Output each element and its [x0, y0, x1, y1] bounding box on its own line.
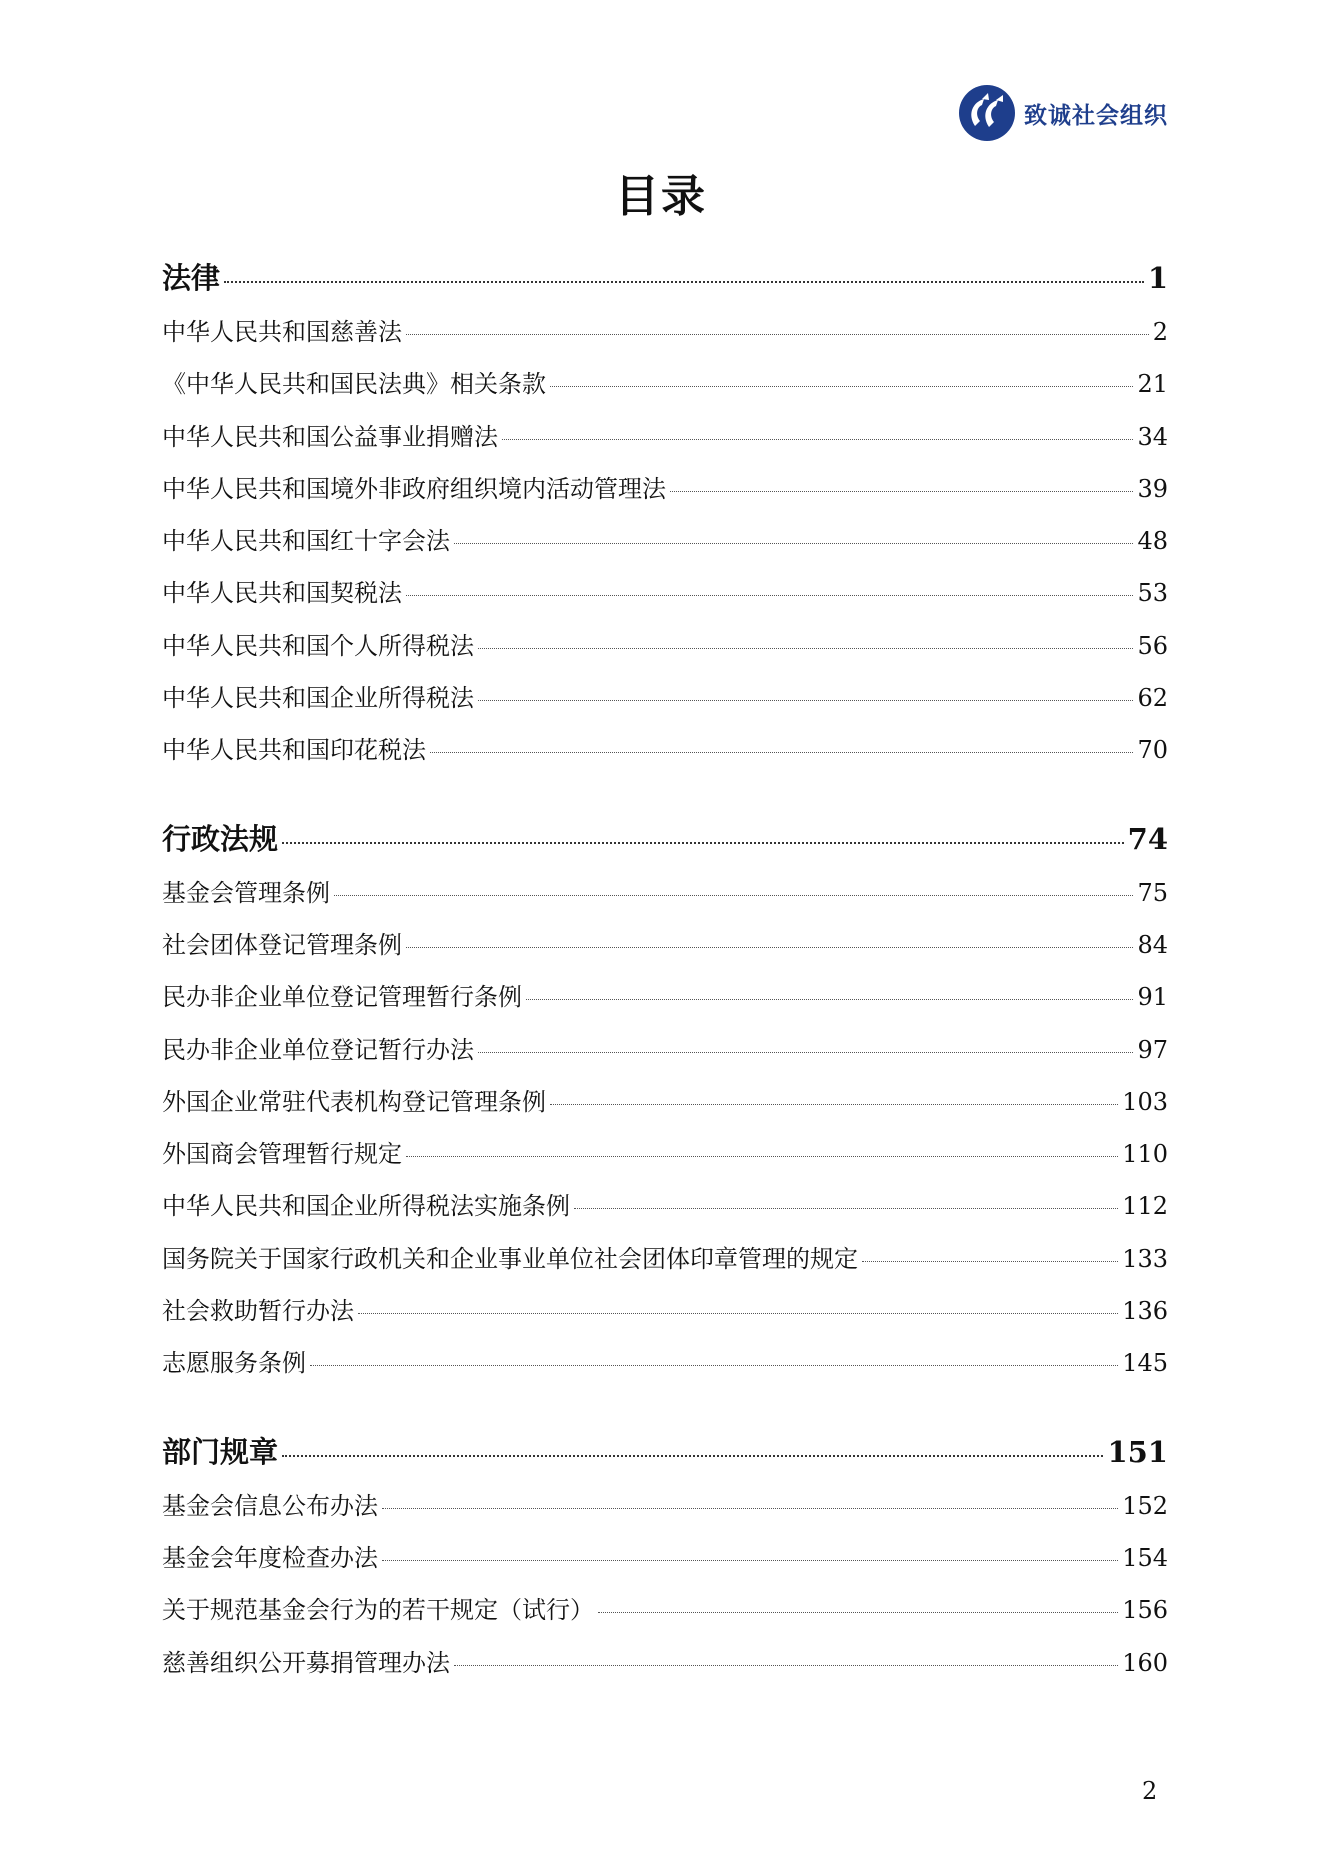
dot-leader [862, 1261, 1118, 1262]
toc-item-title: 中华人民共和国印花税法 [162, 736, 426, 765]
toc-item[interactable] [162, 1486, 1168, 1538]
dot-leader [574, 1208, 1118, 1209]
dot-leader [478, 648, 1133, 649]
toc-item[interactable] [162, 730, 1168, 782]
toc-section-heading[interactable] [162, 256, 1168, 312]
toc-item[interactable] [162, 1134, 1168, 1186]
toc-item-title: 中华人民共和国公益事业捐赠法 [162, 422, 498, 451]
toc-item[interactable] [162, 1643, 1168, 1695]
toc-item[interactable] [162, 1291, 1168, 1343]
toc-item[interactable] [162, 469, 1168, 521]
dot-leader [224, 281, 1144, 283]
toc-item[interactable] [162, 1239, 1168, 1291]
toc-item-title: 民办非企业单位登记暂行办法 [162, 1035, 474, 1064]
toc-item[interactable] [162, 678, 1168, 730]
toc-item-page: 156 [1122, 1596, 1168, 1625]
toc-item[interactable] [162, 573, 1168, 625]
toc-item-title: 关于规范基金会行为的若干规定（试行） [162, 1596, 594, 1625]
toc-item-title: 《中华人民共和国民法典》相关条款 [162, 370, 546, 399]
toc-item-title: 外国企业常驻代表机构登记管理条例 [162, 1087, 546, 1116]
section-page: 74 [1127, 821, 1168, 856]
toc-item[interactable] [162, 1343, 1168, 1395]
toc-item-title: 中华人民共和国慈善法 [162, 318, 402, 346]
dot-leader [382, 1508, 1118, 1509]
toc-item-page: 39 [1137, 474, 1168, 503]
toc-item-title: 中华人民共和国契税法 [162, 579, 402, 608]
section-title: 法律 [162, 261, 221, 295]
toc-item[interactable] [162, 873, 1168, 925]
logo-icon [958, 84, 1016, 142]
toc-item-page: 160 [1122, 1648, 1168, 1677]
toc-item-page: 133 [1122, 1244, 1168, 1273]
toc-item-title: 民办非企业单位登记管理暂行条例 [162, 983, 522, 1012]
section-page: 151 [1107, 1434, 1168, 1469]
toc-item-title: 基金会管理条例 [162, 878, 330, 907]
toc-item[interactable] [162, 1186, 1168, 1238]
toc-item-page: 145 [1122, 1349, 1168, 1378]
toc-item-page: 154 [1122, 1543, 1168, 1572]
dot-leader [454, 1665, 1118, 1666]
logo-text: 致诚社会组织 [1024, 102, 1168, 129]
page-title: 目录 [615, 171, 707, 222]
toc-item[interactable] [162, 1590, 1168, 1642]
section-title: 部门规章 [162, 1434, 279, 1469]
table-of-contents [162, 256, 1168, 1729]
toc-item-title: 中华人民共和国红十字会法 [162, 527, 450, 556]
toc-item[interactable] [162, 417, 1168, 469]
toc-section-admin-regulations [162, 817, 1168, 1396]
toc-item[interactable] [162, 977, 1168, 1029]
toc-item[interactable] [162, 312, 1168, 364]
toc-item-page: 103 [1122, 1087, 1168, 1116]
section-title: 行政法规 [162, 821, 279, 856]
toc-item[interactable] [162, 1538, 1168, 1590]
toc-item-page: 136 [1122, 1297, 1168, 1326]
dot-leader [526, 999, 1133, 1000]
dot-leader [282, 842, 1124, 844]
toc-item-page: 91 [1137, 983, 1168, 1012]
toc-item-page: 84 [1137, 930, 1168, 959]
toc-section-dept-rules [162, 1430, 1168, 1695]
page-number: 2 [1142, 1777, 1158, 1805]
section-page: 1 [1147, 261, 1168, 295]
toc-item-title: 社会救助暂行办法 [162, 1297, 354, 1326]
toc-section-heading[interactable] [162, 1430, 1168, 1486]
brand-logo [958, 84, 1168, 142]
toc-item-page: 56 [1137, 631, 1168, 660]
toc-item-title: 中华人民共和国境外非政府组织境内活动管理法 [162, 474, 666, 503]
dot-leader [670, 491, 1133, 492]
toc-item-title: 慈善组织公开募捐管理办法 [162, 1648, 450, 1677]
toc-item-page: 152 [1122, 1491, 1168, 1520]
toc-item-title: 国务院关于国家行政机关和企业事业单位社会团体印章管理的规定 [162, 1244, 858, 1273]
toc-item-title: 外国商会管理暂行规定 [162, 1140, 402, 1169]
toc-item-title: 中华人民共和国企业所得税法实施条例 [162, 1192, 570, 1221]
dot-leader [550, 386, 1133, 387]
toc-item[interactable] [162, 925, 1168, 977]
dot-leader [406, 947, 1133, 948]
toc-item-title: 基金会年度检查办法 [162, 1543, 378, 1572]
dot-leader [406, 1156, 1118, 1157]
toc-item-page: 34 [1137, 422, 1168, 451]
toc-item-title: 中华人民共和国个人所得税法 [162, 631, 474, 660]
toc-item-title: 志愿服务条例 [162, 1349, 306, 1378]
dot-leader [430, 752, 1133, 753]
toc-item-page: 112 [1122, 1192, 1168, 1221]
toc-section-laws [162, 256, 1168, 783]
dot-leader [502, 439, 1133, 440]
dot-leader [282, 1455, 1103, 1457]
dot-leader [310, 1365, 1118, 1366]
toc-item[interactable] [162, 1082, 1168, 1134]
dot-leader [550, 1104, 1118, 1105]
toc-item-page: 21 [1137, 370, 1168, 399]
toc-item-title: 中华人民共和国企业所得税法 [162, 684, 474, 713]
toc-item[interactable] [162, 364, 1168, 416]
toc-item-page: 75 [1137, 878, 1168, 907]
toc-item-page: 48 [1137, 527, 1168, 556]
toc-item-page: 70 [1137, 736, 1168, 765]
toc-item-page: 110 [1122, 1140, 1168, 1169]
toc-item-page: 53 [1137, 579, 1168, 608]
toc-item-page: 62 [1137, 684, 1168, 713]
toc-item[interactable] [162, 521, 1168, 573]
dot-leader [598, 1612, 1118, 1613]
dot-leader [358, 1313, 1118, 1314]
toc-item-page: 2 [1152, 318, 1168, 346]
toc-item[interactable] [162, 626, 1168, 678]
toc-section-heading[interactable] [162, 817, 1168, 873]
dot-leader [478, 1052, 1133, 1053]
dot-leader [382, 1560, 1118, 1561]
toc-item-page: 97 [1137, 1035, 1168, 1064]
toc-item-title: 基金会信息公布办法 [162, 1491, 378, 1520]
dot-leader [406, 334, 1149, 335]
toc-item-title: 社会团体登记管理条例 [162, 930, 402, 959]
dot-leader [406, 595, 1133, 596]
toc-item[interactable] [162, 1030, 1168, 1082]
dot-leader [334, 895, 1133, 896]
dot-leader [478, 700, 1133, 701]
dot-leader [454, 543, 1133, 544]
